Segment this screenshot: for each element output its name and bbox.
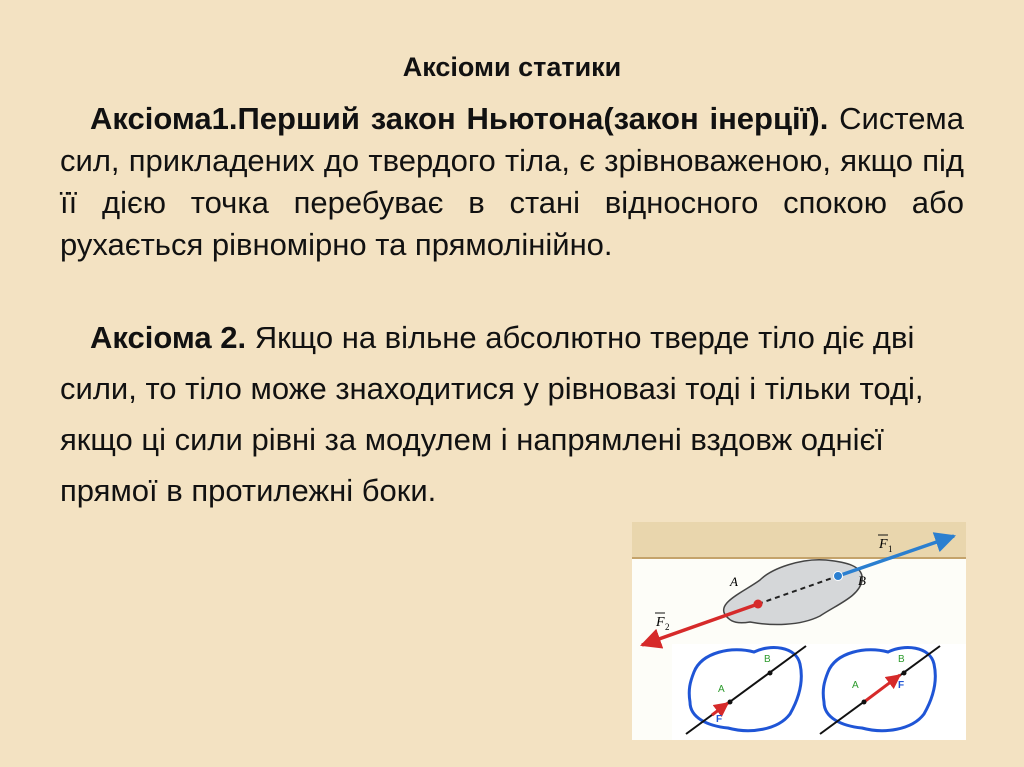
axiom-2-paragraph	[60, 312, 960, 516]
axiom-1-heading: Аксіома1.Перший закон Ньютона(закон інерції).	[90, 101, 829, 136]
label-b: B	[858, 573, 866, 588]
right-label-b: B	[898, 654, 905, 665]
axiom-1-paragraph	[60, 98, 964, 266]
slide-title: Аксіоми статики	[402, 52, 622, 82]
point-b-dot	[834, 572, 843, 581]
figure-band	[632, 522, 966, 558]
left-label-f: F	[716, 714, 723, 725]
label-f2: F	[656, 615, 665, 630]
right-label-a: A	[852, 680, 859, 691]
left-point-a	[728, 700, 733, 705]
right-point-b	[902, 671, 907, 676]
right-point-a	[862, 700, 867, 705]
axiom-1-text: Система сил, прикладених до твердого тіла, є зрівноваженою, якщо під її дією точка перебуває в стані відносного спокою або рухається рівномірно та прямолінійно.	[60, 101, 964, 262]
left-point-b	[768, 671, 773, 676]
left-label-a: A	[718, 684, 725, 695]
axiom-2-heading: Аксіома 2.	[90, 320, 247, 355]
label-f1-subscript: 1	[888, 544, 893, 554]
label-f1: F	[879, 537, 888, 552]
right-label-f: F	[898, 680, 905, 691]
axiom-2-text: Якщо на вільне абсолютно тверде тіло діє дві сили, то тіло може знаходитися у рівновазі тоді і тільки тоді, якщо ці сили рівні за модулем і напрямлені вздовж однієї прямої в протилежні боки.	[60, 320, 924, 508]
label-f2-subscript: 2	[665, 622, 670, 632]
two-forces-figure	[632, 522, 966, 740]
left-label-b: B	[764, 654, 771, 665]
point-a-dot	[754, 600, 763, 609]
label-a: A	[730, 574, 738, 589]
